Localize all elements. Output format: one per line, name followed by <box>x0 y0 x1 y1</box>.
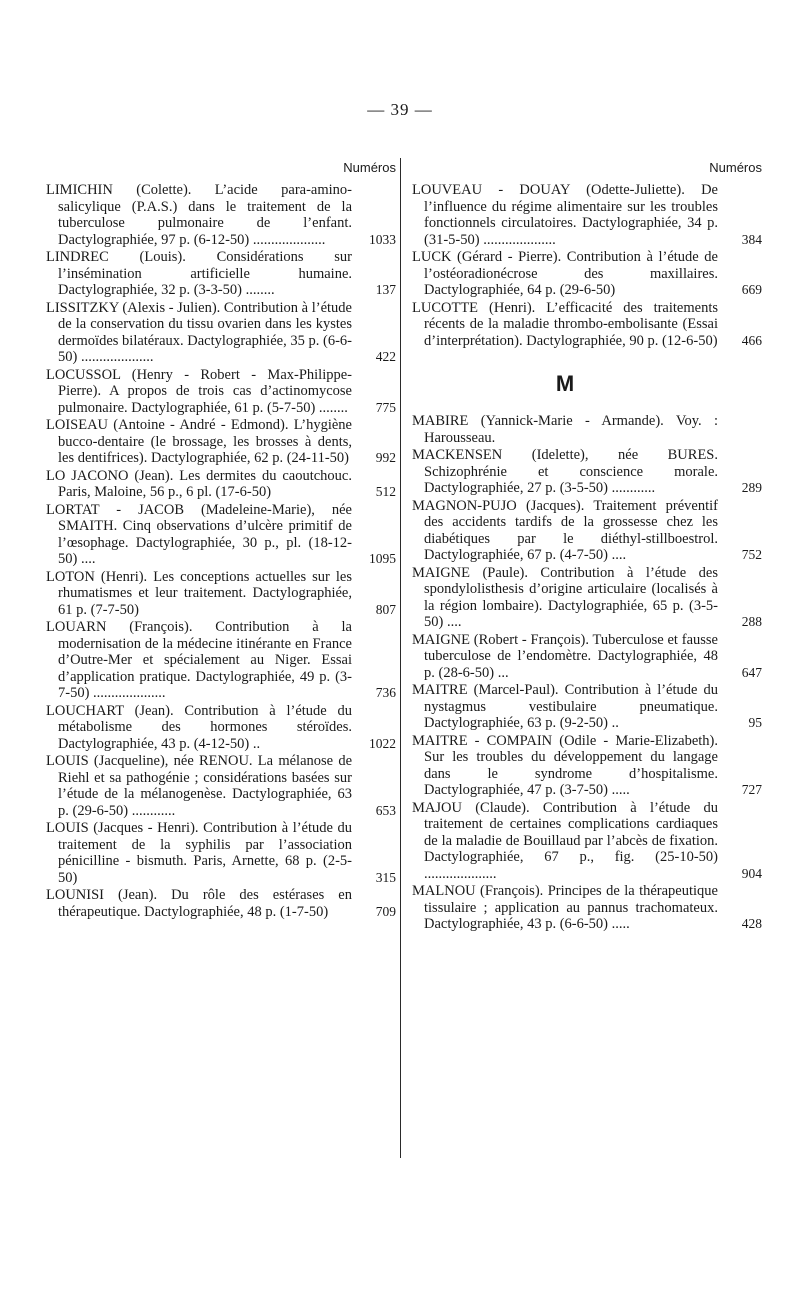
entry-number: 466 <box>741 332 762 348</box>
catalog-entry <box>412 733 762 799</box>
catalog-entry <box>412 883 762 933</box>
entry-text: LOUIS (Jacqueline), née RENOU. La mélanose de Riehl et sa pathogénie ; considérations basées sur l’étude de la mélanogenèse. Dactylographiée, 63 p. (29-6-50) ............ <box>46 753 352 819</box>
entry-text: MAITRE (Marcel-Paul). Contribution à l’étude du nystagmus vestibulaire pneumatique. Dactylographiée, 63 p. (9-2-50) .. <box>412 682 718 731</box>
entry-number: 315 <box>375 869 396 885</box>
entry-number: 1022 <box>369 735 396 751</box>
entry-text: LOUARN (François). Contribution à la modernisation de la médecine itinérante en France d’Outre-Mer et spécialement au Niger. Essai d’application pratique. Dactylographiée, 49 p. (3-7-50) .................... <box>46 619 352 701</box>
catalog-entry <box>412 249 762 299</box>
entry-text: MACKENSEN (Idelette), née BURES. Schizophrénie et conscience morale. Dactylographiée, 27 p. (3-5-50) ............ <box>412 447 718 496</box>
catalog-entry <box>46 300 396 366</box>
entry-number: 95 <box>748 715 762 730</box>
catalog-entry <box>46 417 396 467</box>
catalog-entry <box>412 632 762 682</box>
catalog-entry <box>46 619 396 702</box>
entry-text: LORTAT - JACOB (Madeleine-Marie), née SMAITH. Cinq observations d’ulcère primitif de l’œsophage. Dactylographiée, 30 p., pl. (18-12-50) .... <box>46 501 352 567</box>
entry-text: MABIRE (Yannick-Marie - Armande). Voy. : Harousseau. <box>412 413 718 446</box>
left-entry-list <box>46 182 396 920</box>
entry-text: LOUNISI (Jean). Du rôle des estérases en thérapeutique. Dactylographiée, 48 p. (1-7-50) <box>46 887 352 920</box>
entry-number: 752 <box>741 547 762 562</box>
catalog-entry <box>46 249 396 299</box>
entry-text: LOUCHART (Jean). Contribution à l’étude du métabolisme des hormones stéroïdes. Dactylographiée, 43 p. (4-12-50) .. <box>46 702 352 752</box>
right-column <box>412 160 762 934</box>
entry-number: 137 <box>375 282 396 297</box>
entry-number: 512 <box>375 484 396 499</box>
column-header-numeros: Numéros <box>709 160 762 175</box>
entry-text: LINDREC (Louis). Considérations sur l’insémination artificielle humaine. Dactylographiée, 32 p. (3-3-50) ........ <box>46 249 352 298</box>
entry-number: 1095 <box>369 551 396 566</box>
entry-text: LOISEAU (Antoine - André - Edmond). L’hygiène bucco-dentaire (le brossage, les brosses à dents, les dentifrices). Dactylographiée, 62 p. (24-11-50) <box>46 417 352 466</box>
entry-number: 422 <box>375 349 396 364</box>
entry-number: 736 <box>375 685 396 700</box>
catalog-entry <box>412 800 762 883</box>
entry-text: LOTON (Henri). Les conceptions actuelles sur les rhumatismes et leur traitement. Dactylographiée, 61 p. (7-7-50) <box>46 568 352 618</box>
entry-number: 653 <box>375 802 396 818</box>
entry-number: 709 <box>375 903 396 919</box>
entry-text: LOUVEAU - DOUAY (Odette-Juliette). De l’influence du régime alimentaire sur les troubles fonctionnels circulatoires. Dactylographiée, 34 p. (31-5-50) .................... <box>412 182 718 248</box>
entry-text: LOCUSSOL (Henry - Robert - Max-Philippe-Pierre). A propos de trois cas d’actinomycose pulmonaire. Dactylographiée, 61 p. (5-7-50) ........ <box>46 366 352 416</box>
entry-text: LO JACONO (Jean). Les dermites du caoutchouc. Paris, Maloine, 56 p., 6 pl. (17-6-50) <box>46 467 352 500</box>
catalog-entry <box>412 413 762 446</box>
entry-number: 647 <box>741 664 762 680</box>
entry-text: MAGNON-PUJO (Jacques). Traitement préventif des accidents tardifs de la grossesse chez les diabétiques par le diéthyl-stillboestrol. Dactylographiée, 67 p. (4-7-50) .... <box>412 497 718 563</box>
entry-number: 384 <box>741 231 762 247</box>
left-column <box>46 160 396 921</box>
entry-number: 807 <box>375 601 396 617</box>
entry-number: 992 <box>375 450 396 465</box>
entry-text: LOUIS (Jacques - Henri). Contribution à l’étude du traitement de la syphilis par l’association pénicilline - bismuth. Paris, Arnette, 68 p. (2-5-50) <box>46 820 352 886</box>
entry-text: LISSITZKY (Alexis - Julien). Contribution à l’étude de la conservation du tissu ovarien dans les kystes dermoïdes bilatéraux. Dactylographiée, 35 p. (6-6-50) .................... <box>46 299 352 365</box>
catalog-entry <box>412 300 762 350</box>
entry-text: MALNOU (François). Principes de la thérapeutique tissulaire ; application au pannus trachomateux. Dactylographiée, 43 p. (6-6-50) ..... <box>412 883 718 932</box>
entry-number: 1033 <box>369 231 396 247</box>
right-entry-list-l <box>412 182 762 349</box>
catalog-entry <box>412 565 762 631</box>
catalog-entry <box>46 820 396 886</box>
entry-number: 904 <box>741 865 762 881</box>
catalog-entry <box>412 498 762 564</box>
catalog-entry <box>46 887 396 920</box>
page-number: — 39 — <box>367 100 433 119</box>
catalog-entry <box>46 753 396 819</box>
entry-text: MAIGNE (Robert - François). Tuberculose et fausse tuberculose de l’endomètre. Dactylographiée, 48 p. (28-6-50) ... <box>412 631 718 681</box>
entry-text: LUCK (Gérard - Pierre). Contribution à l’étude de l’ostéoradionécrose des maxillaires. Dactylographiée, 64 p. (29-6-50) <box>412 249 718 298</box>
entry-text: MAJOU (Claude). Contribution à l’étude du traitement de certaines complications cardiaques de la maladie de Bouillaud par l’abcès de fixation. Dactylographiée, 67 p., fig. (25-10-50) .................... <box>412 799 718 882</box>
entry-number: 727 <box>741 782 762 797</box>
right-entry-list-m <box>412 413 762 933</box>
entry-number: 775 <box>375 399 396 415</box>
catalog-entry <box>412 182 762 248</box>
catalog-entry <box>46 367 396 417</box>
catalog-entry <box>46 468 396 501</box>
entry-text: LUCOTTE (Henri). L’efficacité des traitements récents de la maladie thrombo-embolisante (Essai d’interprétation). Dactylographiée, 90 p. (12-6-50) <box>412 299 718 349</box>
entry-text: MAITRE - COMPAIN (Odile - Marie-Elizabeth). Sur les troubles du développement du langage dans le syndrome d’hospitalisme. Dactylographiée, 47 p. (3-7-50) ..... <box>412 732 718 798</box>
catalog-entry <box>46 182 396 248</box>
catalog-entry <box>46 502 396 568</box>
catalog-entry <box>46 703 396 753</box>
section-letter: M <box>555 371 575 396</box>
column-header-numeros: Numéros <box>343 160 396 175</box>
entry-text: MAIGNE (Paule). Contribution à l’étude des spondylolisthesis d’origine articulaire (localisés à la région lombaire). Dactylographiée, 65 p. (3-5-50) .... <box>412 564 718 630</box>
catalog-entry <box>412 447 762 497</box>
entry-number: 288 <box>741 614 762 629</box>
entry-number: 669 <box>741 282 762 297</box>
entry-number: 428 <box>741 916 762 931</box>
column-divider <box>400 158 401 1158</box>
catalog-entry <box>412 682 762 732</box>
catalog-entry <box>46 569 396 619</box>
entry-number: 289 <box>741 480 762 495</box>
entry-text: LIMICHIN (Colette). L’acide para-amino-salicylique (P.A.S.) dans le traitement de la tuberculose pulmonaire de l’enfant. Dactylographiée, 97 p. (6-12-50) .................... <box>46 182 352 248</box>
